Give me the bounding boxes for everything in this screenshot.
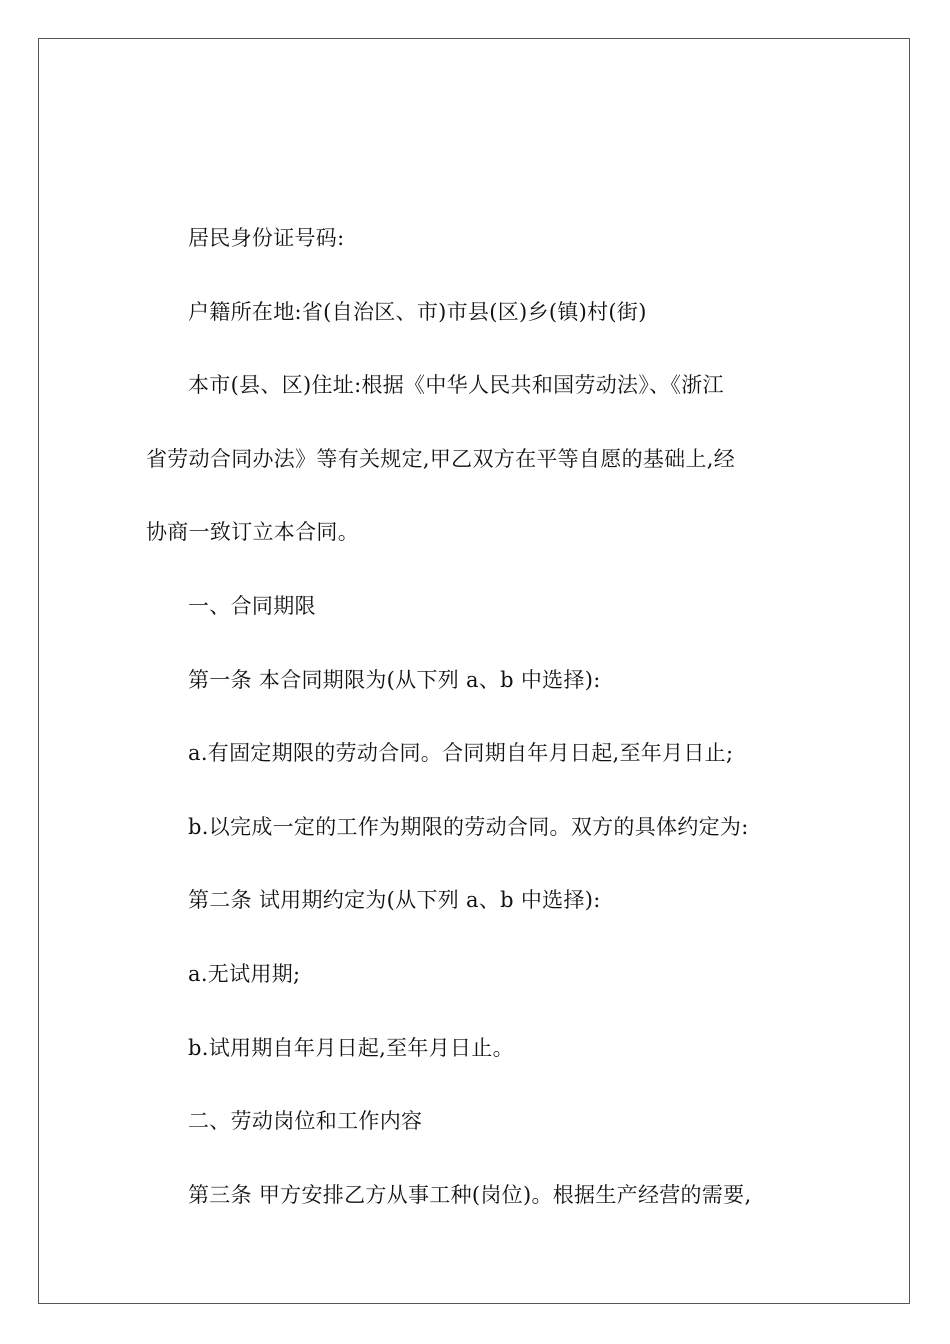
article-1: 第一条 本合同期限为(从下列 a、b 中选择): [188, 667, 601, 692]
article-1-option-a: a.有固定期限的劳动合同。合同期自年月日起,至年月日止; [188, 741, 734, 766]
paragraph-id-number: 居民身份证号码: [188, 226, 345, 250]
article-1-option-b: b.以完成一定的工作为期限的劳动合同。双方的具体约定为: [188, 814, 749, 839]
document-body [146, 202, 806, 1232]
paragraph-address-legal-basis-cont-1: 省劳动合同办法》等有关规定,甲乙双方在平等自愿的基础上,经 [146, 446, 736, 471]
paragraph-address-legal-basis: 本市(县、区)住址:根据《中华人民共和国劳动法》、《浙江 [188, 373, 724, 398]
paragraph-address-legal-basis-cont-2: 协商一致订立本合同。 [146, 520, 359, 545]
article-3: 第三条 甲方安排乙方从事工种(岗位)。根据生产经营的需要, [188, 1182, 752, 1207]
article-2-option-b: b.试用期自年月日起,至年月日止。 [188, 1035, 514, 1060]
section-heading-contract-term: 一、合同期限 [188, 593, 316, 618]
article-2-option-a: a.无试用期; [188, 961, 301, 986]
article-2: 第二条 试用期约定为(从下列 a、b 中选择): [188, 888, 601, 913]
paragraph-household-registration: 户籍所在地:省(自治区、市)市县(区)乡(镇)村(街) [188, 299, 647, 324]
section-heading-job-position: 二、劳动岗位和工作内容 [188, 1109, 423, 1134]
